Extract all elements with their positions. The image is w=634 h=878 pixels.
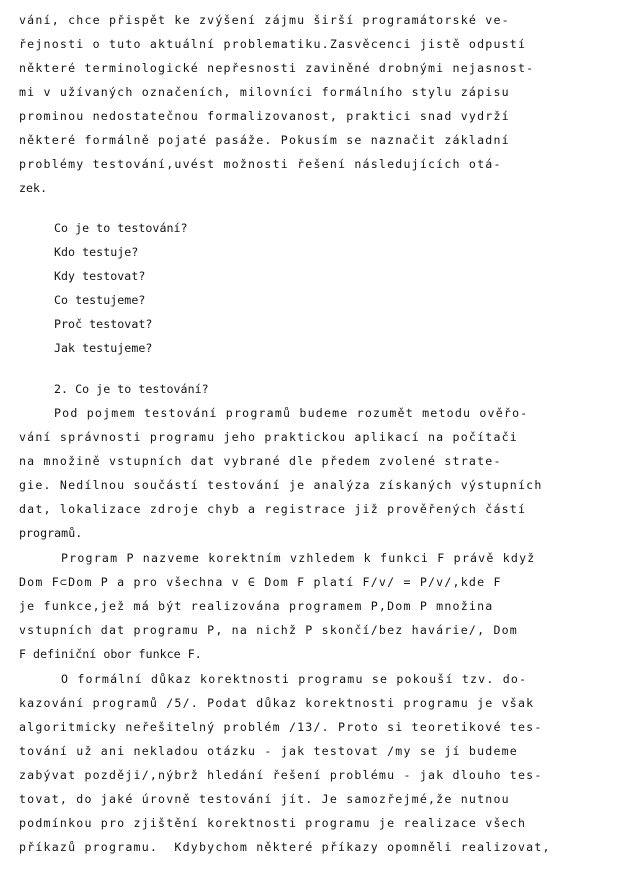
list-item: Jak testujeme? — [54, 341, 153, 355]
text-line: programů. — [19, 526, 83, 540]
section-heading: 2. Co je to testování? — [54, 382, 209, 396]
text-line: na množině vstupních dat vybrané dle předem zvolené strate- — [19, 454, 502, 468]
text-line: tování už ani nekladou otázku - jak testovat /my se jí budeme — [19, 744, 518, 758]
text-line: problémy testování,uvést možnosti řešení následujících otá- — [19, 157, 502, 171]
list-item: Kdo testuje? — [54, 245, 139, 259]
text-line: dat, lokalizace zdroje chyb a registrace již prověřených částí — [19, 502, 527, 516]
text-line: řejnosti o tuto aktuální problematiku.Zasvěcenci jistě odpustí — [19, 37, 527, 51]
text-line: tovat, do jaké úrovně testování jít. Je samozřejmé,že nutnou — [19, 792, 510, 806]
text-line: je funkce,jež má být realizována programem P,Dom P množina — [19, 599, 494, 613]
text-line: gie. Nedílnou součástí testování je analýza získaných výstupních — [19, 478, 543, 492]
text-line: vání, chce přispět ke zvýšení zájmu širší programátorské ve- — [19, 13, 510, 27]
text-line: prominou nedostatečnou formalizovanost, praktici snad vydrží — [19, 109, 510, 123]
list-item: Proč testovat? — [54, 317, 153, 331]
text-line: F definiční obor funkce F. — [19, 647, 202, 661]
text-line: Dom F⊂Dom P a pro všechna v ∈ Dom F platí F/v/ = P/v/,kde F — [19, 575, 502, 589]
list-item: Kdy testovat? — [54, 269, 146, 283]
list-item: Co testujeme? — [54, 293, 146, 307]
text-line: Pod pojmem testování programů budeme rozumět metodu ověřo- — [54, 406, 529, 420]
text-line: některé terminologické nepřesnosti zaviněné drobnými nejasnost- — [19, 61, 535, 75]
text-line: mi v užívaných označeních, milovníci formálního stylu zápisu — [19, 85, 510, 99]
text-line: zabývat později/,nýbrž hledání řešení problému - jak dlouho tes- — [19, 768, 543, 782]
text-line: příkazů programu. Kdybychom některé příkazy opomněli realizovat, — [19, 840, 551, 854]
text-line: O formální důkaz korektnosti programu se pokouší tzv. do- — [61, 672, 528, 686]
text-line: kazování programů /5/. Podat důkaz korektnosti programu je však — [19, 696, 535, 710]
text-line: některé formálně pojaté pasáže. Pokusím se naznačit základní — [19, 133, 510, 147]
text-line: vstupních dat programu P, na nichž P skončí/bez havárie/, Dom — [19, 623, 518, 637]
list-item: Co je to testování? — [54, 221, 188, 235]
text-line: podmínkou pro zjištění korektnosti programu je realizace všech — [19, 816, 527, 830]
text-line: vání správnosti programu jeho praktickou aplikací na počítači — [19, 430, 518, 444]
text-line: algoritmicky neřešitelný problém /13/. Proto si teoretikové tes- — [19, 720, 543, 734]
text-line: zek. — [19, 181, 48, 195]
text-line: Program P nazveme korektním vzhledem k funkci F právě když — [61, 551, 536, 565]
